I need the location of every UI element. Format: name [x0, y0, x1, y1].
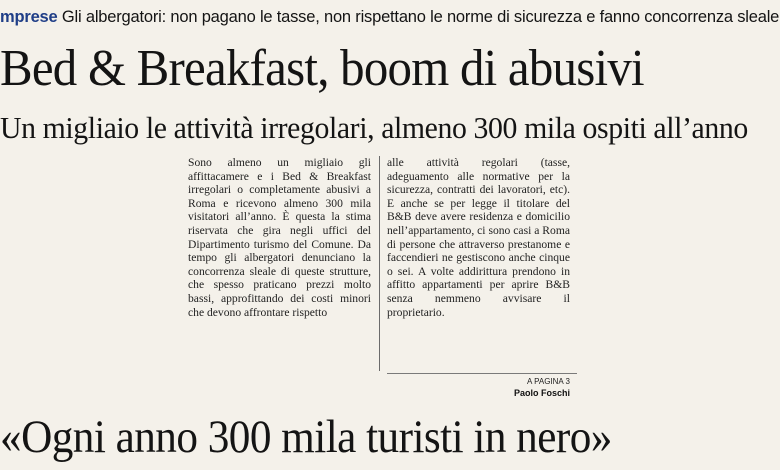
- kicker-line: [0, 2, 780, 32]
- section-tag: mprese: [0, 8, 58, 26]
- subheadline: Un migliaio le attività irregolari, almeno 300 mila ospiti all’anno: [0, 110, 748, 145]
- article-column-right: alle attività regolari (tasse, adeguamento alle normative per la sicurezza, contratti dei lavoratori, etc). E anche se per legge il titolare del B&B deve avere residenza e domicilio nell’appartamento, ci sono casi a Roma di persone che attraverso prestanome e faccendieri ne gestiscono anche cinque o sei. A volte addirittura prendono in affitto appartamenti per aprire B&B senza nemmeno avvisare il proprietario.: [387, 156, 570, 319]
- byline-divider: [387, 373, 577, 374]
- column-divider: [379, 156, 380, 371]
- author-byline: Paolo Foschi: [513, 388, 570, 398]
- main-headline: Bed & Breakfast, boom di abusivi: [0, 40, 644, 97]
- kicker-text: Gli albergatori: non pagano le tasse, non rispettano le norme di sicurezza e fanno concorrenza sleale: [57, 8, 780, 26]
- quote-headline: «Ogni anno 300 mila turisti in nero»: [0, 411, 612, 463]
- article-column-left: Sono almeno un migliaio gli affittacamere e i Bed & Breakfast irregolari o completamente abusivi a Roma e ricevono almeno 300 mila visitatori all’anno. È questa la stima riservata che gira negli uffici del Dipartimento turismo del Comune. Da tempo gli albergatori denunciano la concorrenza sleale di queste strutture, che spesso praticano prezzi molto bassi, approfittando dei costi minori che devono affrontare rispetto: [188, 156, 371, 319]
- page-reference: A PAGINA 3: [527, 377, 570, 386]
